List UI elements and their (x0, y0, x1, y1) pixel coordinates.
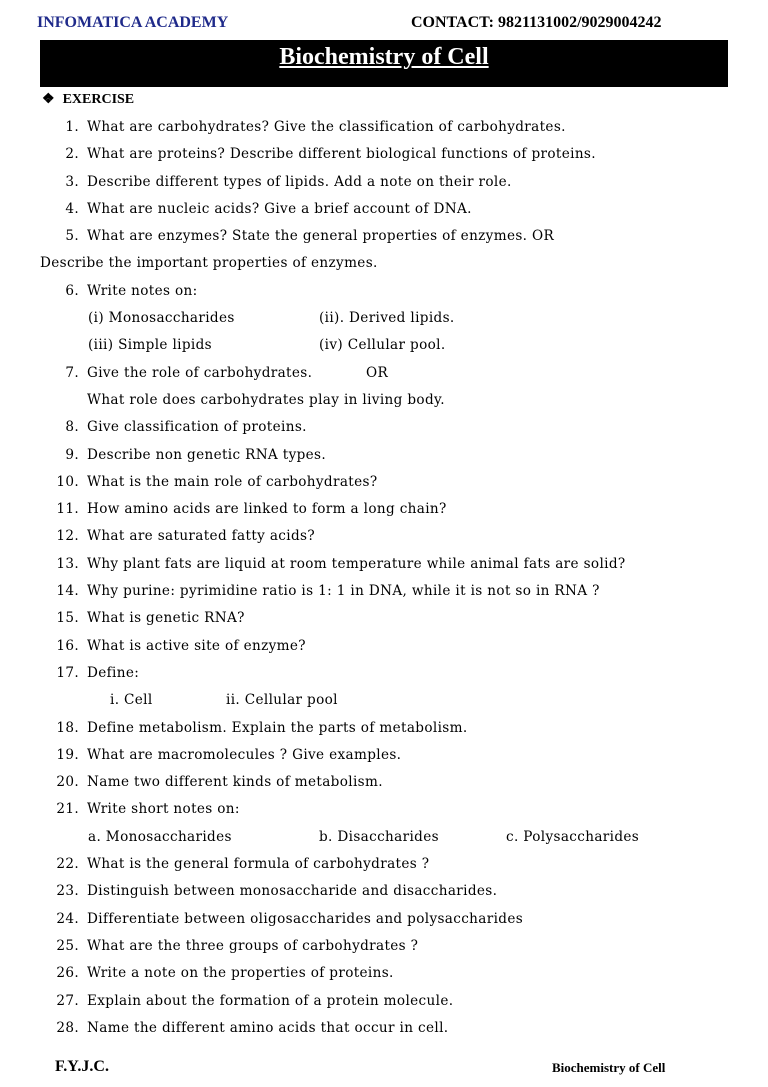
sub-item: (i) Monosaccharides (88, 310, 235, 327)
sub-item-row (0, 824, 768, 851)
question-number: 11. (56, 501, 79, 518)
question-number: 13. (56, 555, 79, 572)
question-text: What is genetic RNA? (87, 610, 245, 627)
page-title: Biochemistry of Cell (279, 44, 489, 70)
sub-item: (iv) Cellular pool. (319, 337, 446, 354)
question-text: What is the general formula of carbohydrates ? (87, 856, 430, 873)
question-list (0, 114, 768, 1042)
list-item (0, 169, 768, 196)
sub-item-row (0, 687, 768, 714)
sub-item: b. Disaccharides (319, 828, 439, 845)
title-bar (40, 40, 728, 87)
list-item (0, 660, 768, 687)
list-item (0, 442, 768, 469)
question-text: How amino acids are linked to form a long chain? (87, 501, 447, 518)
list-item (0, 114, 768, 141)
question-text: Give classification of proteins. (87, 419, 307, 436)
question-text: What are saturated fatty acids? (87, 528, 315, 545)
question-text: What are macromolecules ? Give examples. (87, 746, 402, 763)
academy-name: INFOMATICA ACADEMY (37, 14, 229, 31)
sub-item-row (0, 332, 768, 359)
question-text: Distinguish between monosaccharide and disaccharides. (87, 883, 498, 900)
question-text: What are nucleic acids? Give a brief account of DNA. (87, 200, 472, 217)
sub-item: a. Monosaccharides (88, 828, 232, 845)
list-item (0, 578, 768, 605)
question-text: Write short notes on: (87, 801, 240, 818)
list-item (0, 469, 768, 496)
list-item (0, 1015, 768, 1042)
list-item (0, 715, 768, 742)
question-text: Why plant fats are liquid at room temperature while animal fats are solid? (87, 555, 626, 572)
question-number: 15. (56, 610, 79, 627)
list-item (0, 223, 768, 250)
question-number: 28. (56, 1019, 79, 1036)
sub-item-row (0, 305, 768, 332)
question-number: 14. (56, 583, 79, 600)
question-text: Why purine: pyrimidine ratio is 1: 1 in DNA, while it is not so in RNA ? (87, 583, 600, 600)
question-number: 1. (65, 119, 79, 135)
question-number: 3. (65, 173, 79, 190)
question-text: What is active site of enzyme? (87, 637, 306, 654)
question-text: What are the three groups of carbohydrates ? (87, 937, 419, 954)
list-item (0, 633, 768, 660)
question-number: 12. (56, 528, 79, 545)
question-text: Define: (87, 664, 140, 681)
list-item (0, 906, 768, 933)
or-label: OR (366, 364, 389, 381)
question-number: 21. (56, 801, 79, 818)
list-item (0, 796, 768, 823)
list-item (0, 360, 768, 387)
question-number: 27. (56, 992, 79, 1009)
list-item-continuation (0, 387, 768, 414)
question-number: 26. (56, 965, 79, 982)
question-number: 8. (65, 419, 79, 436)
list-item (0, 960, 768, 987)
list-item (0, 523, 768, 550)
question-text: What are enzymes? State the general properties of enzymes. OR (87, 228, 555, 245)
question-number: 22. (56, 856, 79, 873)
contact-info: CONTACT: 9821131002/9029004242 (411, 14, 662, 31)
question-text: Describe the important properties of enzymes. (40, 255, 378, 272)
list-item (0, 141, 768, 168)
question-number: 23. (56, 883, 79, 900)
list-item (0, 414, 768, 441)
question-text: Write a note on the properties of proteins. (87, 965, 394, 982)
question-number: 5. (65, 228, 79, 245)
question-number: 24. (56, 910, 79, 927)
list-item (0, 605, 768, 632)
list-item (0, 742, 768, 769)
footer-subject-label: Biochemistry of Cell (552, 1060, 666, 1075)
footer-class-label: F.Y.J.C. (55, 1058, 109, 1075)
question-text: Name the different amino acids that occur in cell. (87, 1019, 449, 1036)
question-number: 2. (65, 146, 79, 163)
list-item-continuation (0, 250, 768, 277)
list-item (0, 933, 768, 960)
list-item (0, 851, 768, 878)
sub-item: i. Cell (110, 692, 153, 709)
list-item (0, 769, 768, 796)
section-heading (42, 91, 134, 108)
question-number: 9. (65, 446, 79, 463)
question-number: 16. (56, 637, 79, 654)
question-text: Give the role of carbohydrates. (87, 364, 313, 381)
sub-item: c. Polysaccharides (506, 828, 640, 845)
question-number: 6. (65, 282, 79, 299)
question-text: Describe non genetic RNA types. (87, 446, 327, 463)
question-number: 17. (56, 664, 79, 681)
question-text: Write notes on: (87, 282, 198, 299)
sub-item: ii. Cellular pool (226, 692, 338, 709)
list-item (0, 196, 768, 223)
question-text: What are carbohydrates? Give the classification of carbohydrates. (87, 119, 566, 135)
question-text: Define metabolism. Explain the parts of metabolism. (87, 719, 468, 736)
question-text: What are proteins? Describe different biological functions of proteins. (87, 146, 596, 163)
section-heading-label: EXERCISE (62, 92, 135, 107)
question-text: Differentiate between oligosaccharides and polysaccharides (87, 910, 524, 927)
question-number: 20. (56, 774, 79, 791)
sub-item: (iii) Simple lipids (88, 337, 213, 354)
list-item (0, 988, 768, 1015)
question-number: 18. (56, 719, 79, 736)
list-item (0, 496, 768, 523)
sub-item: (ii). Derived lipids. (319, 310, 455, 327)
question-number: 25. (56, 937, 79, 954)
question-text: Name two different kinds of metabolism. (87, 774, 383, 791)
question-number: 10. (56, 473, 79, 490)
question-text: What is the main role of carbohydrates? (87, 473, 378, 490)
question-number: 7. (65, 364, 79, 381)
question-number: 4. (65, 200, 79, 217)
list-item (0, 278, 768, 305)
diamond-bullet-icon: ❖ (42, 92, 55, 107)
list-item (0, 551, 768, 578)
question-text: Describe different types of lipids. Add a note on their role. (87, 173, 512, 190)
question-number: 19. (56, 746, 79, 763)
question-text: Explain about the formation of a protein molecule. (87, 992, 454, 1009)
list-item (0, 878, 768, 905)
question-text: What role does carbohydrates play in living body. (87, 391, 445, 408)
